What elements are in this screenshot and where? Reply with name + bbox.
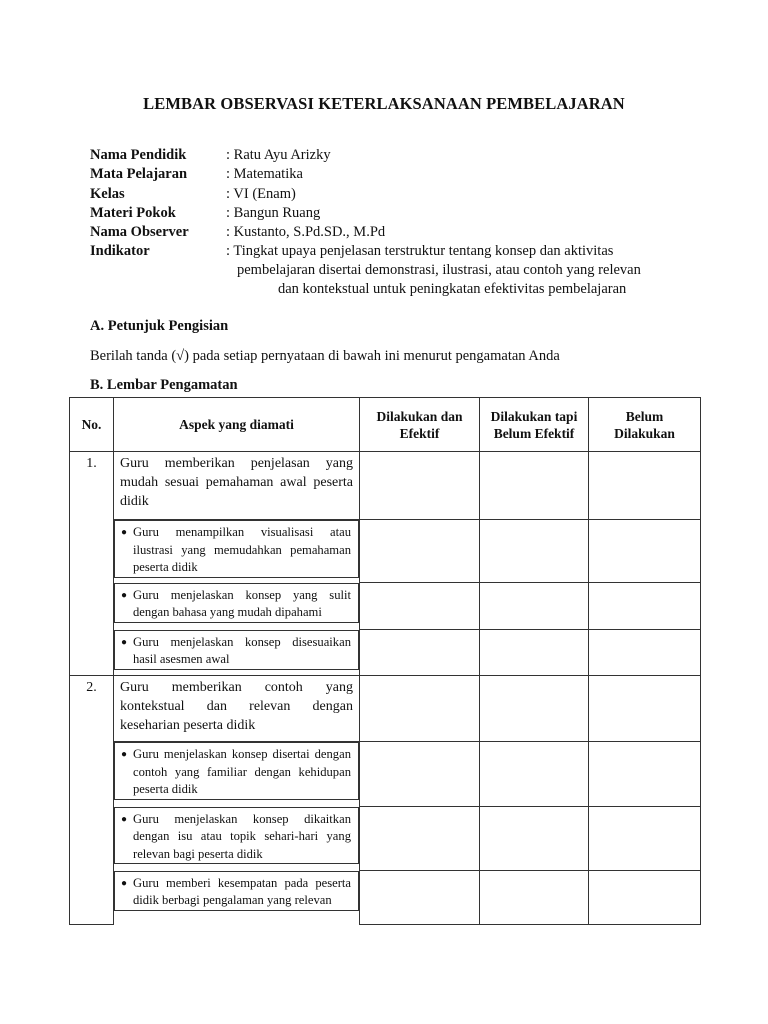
instruction-text: Berilah tanda (√) pada setiap pernyataan di bawah ini menurut pengamatan Anda xyxy=(90,348,560,364)
aspect-main: Guru memberikan penjelasan yang mudah sesuai pemahaman awal peserta didik xyxy=(114,452,360,520)
observation-table xyxy=(69,397,701,925)
indikator-continuation-1: pembelajaran disertai demonstrasi, ilustrasi, atau contoh yang relevan xyxy=(237,262,641,278)
info-label: Materi Pokok xyxy=(90,204,176,221)
header-aspek: Aspek yang diamati xyxy=(114,398,360,452)
checkbox-cell-belum-efektif[interactable] xyxy=(480,807,589,871)
info-row-indikator xyxy=(90,242,613,261)
aspect-main: Guru memberikan contoh yang kontekstual dan relevan dengan keseharian peserta didik xyxy=(114,676,360,742)
checkbox-cell-belum-dilakukan[interactable] xyxy=(589,807,701,871)
checkbox-cell-belum-efektif[interactable] xyxy=(480,630,589,676)
header-dilakukan-belum-efektif: Dilakukan tapi Belum Efektif xyxy=(480,398,589,452)
table-row xyxy=(70,676,701,742)
table-row xyxy=(70,630,701,676)
checkbox-cell-belum-dilakukan[interactable] xyxy=(589,676,701,742)
info-label: Mata Pelajaran xyxy=(90,166,188,183)
info-value: : Kustanto, S.Pd.SD., M.Pd xyxy=(226,224,386,241)
info-label: Kelas xyxy=(90,185,125,202)
checkbox-cell-belum-dilakukan[interactable] xyxy=(589,630,701,676)
bullet-icon: ● xyxy=(121,749,128,760)
aspect-item xyxy=(114,583,359,623)
checkbox-cell-belum-efektif[interactable] xyxy=(480,742,589,807)
table-row xyxy=(70,452,701,520)
checkbox-cell-belum-dilakukan[interactable] xyxy=(589,742,701,807)
info-value: : Matematika xyxy=(226,166,303,183)
info-value: : VI (Enam) xyxy=(226,185,296,202)
checkbox-cell-belum-efektif[interactable] xyxy=(480,452,589,520)
info-value: : Ratu Ayu Arizky xyxy=(226,147,331,163)
checkbox-cell-belum-dilakukan[interactable] xyxy=(589,871,701,925)
bullet-icon: ● xyxy=(121,813,128,825)
table-row xyxy=(70,807,701,871)
checkbox-cell-efektif[interactable] xyxy=(360,583,480,630)
info-value: : Tingkat upaya penjelasan terstruktur tentang konsep dan aktivitas xyxy=(226,243,614,260)
checkbox-cell-efektif[interactable] xyxy=(360,871,480,925)
header-dilakukan-efektif: Dilakukan dan Efektif xyxy=(360,398,480,452)
info-label: Nama Observer xyxy=(90,224,189,241)
checkbox-cell-efektif[interactable] xyxy=(360,452,480,520)
info-block xyxy=(90,146,613,262)
checkbox-cell-belum-dilakukan[interactable] xyxy=(589,520,701,583)
section-a-heading: A. Petunjuk Pengisian xyxy=(90,318,229,334)
checkbox-cell-belum-dilakukan[interactable] xyxy=(589,583,701,630)
aspect-item-text: Guru memberi kesempatan pada peserta didik berbagi pengalaman yang relevan xyxy=(133,875,351,907)
header-no: No. xyxy=(70,398,114,452)
section-b-heading: B. Lembar Pengamatan xyxy=(90,377,238,393)
aspect-item-text: Guru menjelaskan konsep disertai dengan contoh yang familiar dengan kehidupan peserta didik xyxy=(133,747,351,796)
aspect-item xyxy=(114,742,359,800)
checkbox-cell-efektif[interactable] xyxy=(360,630,480,676)
indikator-continuation-2: dan kontekstual untuk peningkatan efektivitas pembelajaran xyxy=(278,281,627,297)
info-row-mata-pelajaran xyxy=(90,165,613,184)
aspect-item xyxy=(114,807,359,865)
info-label: Nama Pendidik xyxy=(90,147,187,163)
table-header-row xyxy=(70,398,701,452)
info-value: : Bangun Ruang xyxy=(226,204,321,221)
info-row-kelas xyxy=(90,185,613,204)
table-row xyxy=(70,871,701,925)
bullet-icon: ● xyxy=(121,589,128,601)
aspect-item xyxy=(114,871,359,911)
checkbox-cell-efektif[interactable] xyxy=(360,742,480,807)
aspect-item xyxy=(114,520,359,578)
info-row-materi-pokok xyxy=(90,204,613,223)
info-label: Indikator xyxy=(90,243,150,260)
header-belum-dilakukan: Belum Dilakukan xyxy=(589,398,701,452)
aspect-item xyxy=(114,630,359,670)
checkbox-cell-efektif[interactable] xyxy=(360,520,480,583)
bullet-icon: ● xyxy=(121,527,128,538)
checkbox-cell-belum-dilakukan[interactable] xyxy=(589,452,701,520)
table-row xyxy=(70,520,701,583)
info-row-nama-observer xyxy=(90,223,613,242)
aspect-item-text: Guru menjelaskan konsep dikaitkan dengan isu atau topik sehari-hari yang relevan bagi peserta didik xyxy=(133,811,351,861)
page-title: LEMBAR OBSERVASI KETERLAKSANAAN PEMBELAJARAN xyxy=(143,94,625,113)
row-number: 2. xyxy=(70,676,114,925)
aspect-item-text: Guru menjelaskan konsep disesuaikan hasil asesmen awal xyxy=(133,634,351,666)
checkbox-cell-efektif[interactable] xyxy=(360,676,480,742)
bullet-icon: ● xyxy=(121,636,128,648)
checkbox-cell-efektif[interactable] xyxy=(360,807,480,871)
table-row xyxy=(70,742,701,807)
checkbox-cell-belum-efektif[interactable] xyxy=(480,676,589,742)
checkbox-cell-belum-efektif[interactable] xyxy=(480,871,589,925)
aspect-item-text: Guru menampilkan visualisasi atau ilustrasi yang memudahkan pemahaman peserta didik xyxy=(133,525,351,574)
checkbox-cell-belum-efektif[interactable] xyxy=(480,583,589,630)
bullet-icon: ● xyxy=(121,877,128,889)
info-row-nama-pendidik xyxy=(90,146,613,165)
checkbox-cell-belum-efektif[interactable] xyxy=(480,520,589,583)
aspect-item-text: Guru menjelaskan konsep yang sulit dengan bahasa yang mudah dipahami xyxy=(133,587,351,619)
row-number: 1. xyxy=(70,452,114,676)
table-row xyxy=(70,583,701,630)
